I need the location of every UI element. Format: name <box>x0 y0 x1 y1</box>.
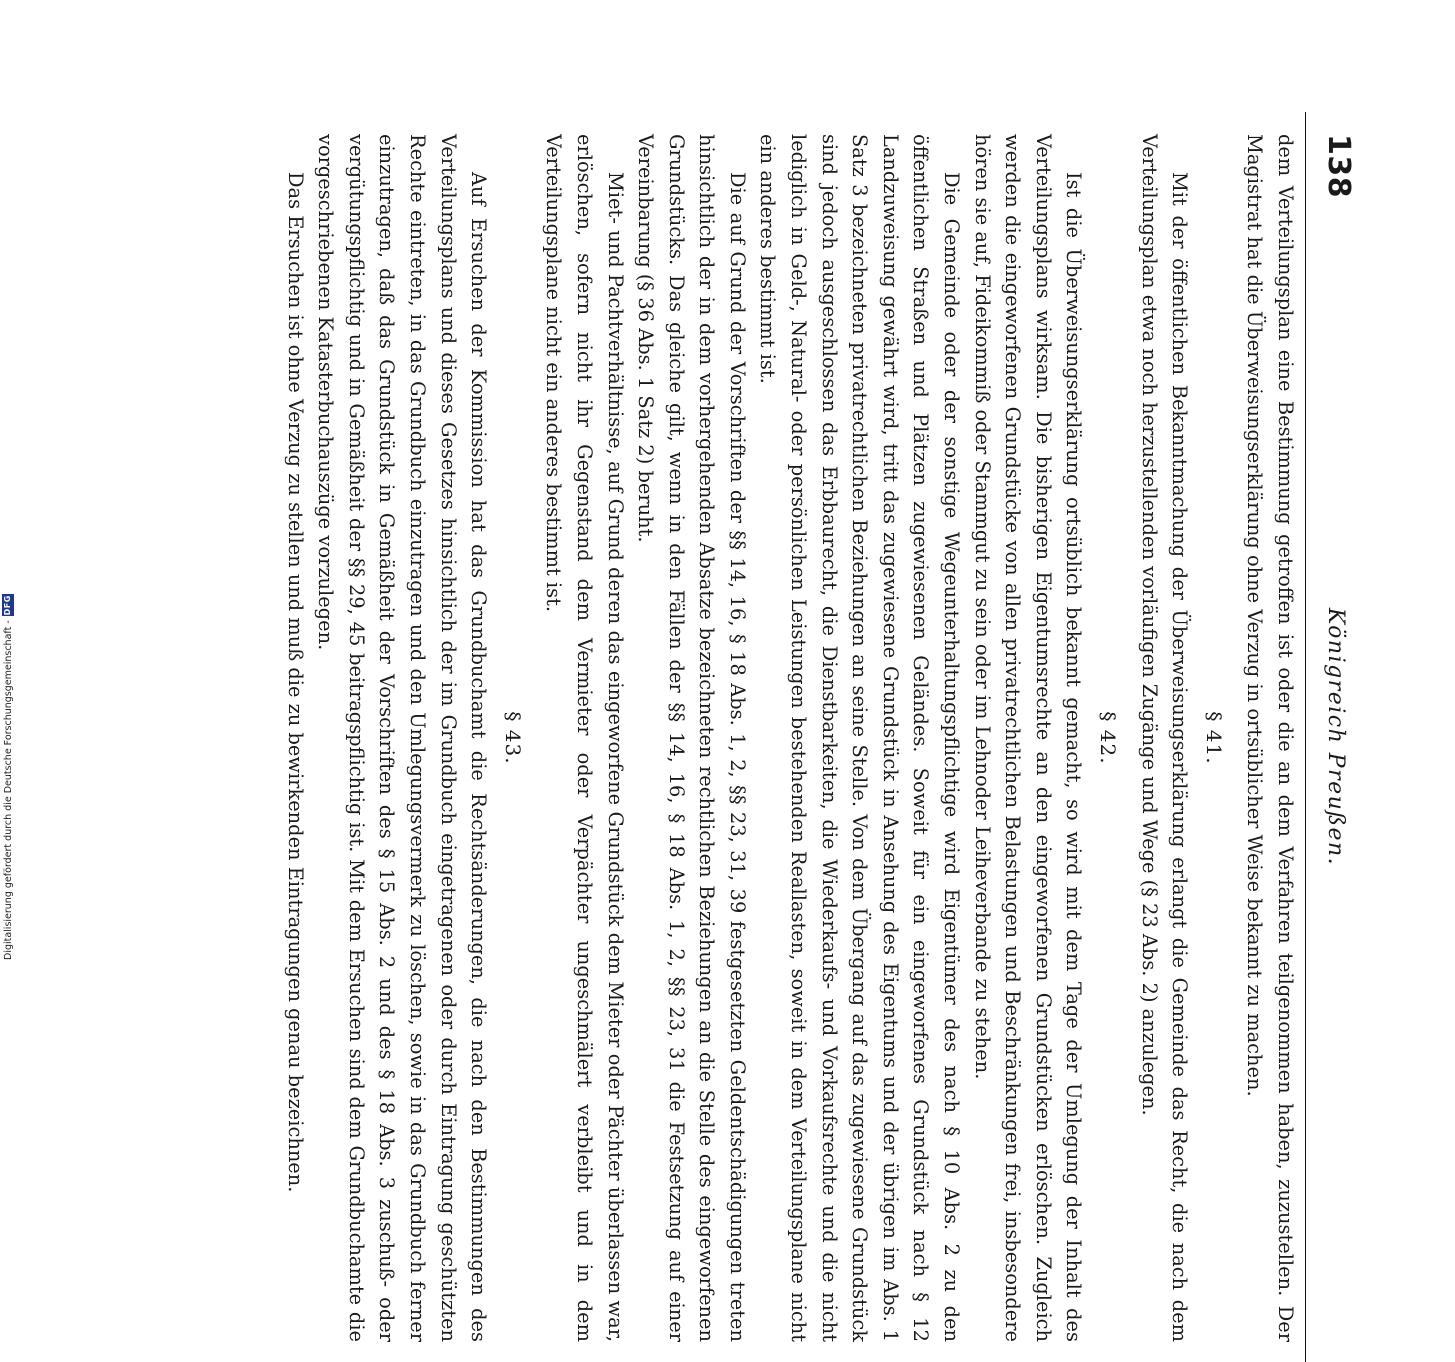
section-heading: § 43. <box>500 711 525 765</box>
section-heading: § 42. <box>1096 711 1121 765</box>
document-body <box>279 134 1300 1342</box>
paragraph: Ist die Überweisungserklärung ortsüblich bekannt gemacht, so wird mit dem Tage der Umlegung der Inhalt des Verteilungsplans wirksam. Die bisherigen Eigentumsrechte an den eingeworfenen Grundstücken erlöschen. Zugleich werden die eingeworfenen Grundstücke von allen privatrechtlichen Belastungen und Beschränkungen frei, insbesondere hören sie auf, Fideikommiß oder Stammgut zu sein oder im Lehnoder Leiheverbande zu stehen. <box>970 134 1086 1342</box>
page-header <box>1305 112 1362 1362</box>
page-number: 138 <box>1321 134 1356 199</box>
section-heading: § 41. <box>1201 711 1226 765</box>
paragraph: Mit der öffentlichen Bekanntmachung der Überweisungserklärung erlangt die Gemeinde das Recht, die nach dem Verteilungsplan etwa noch herzustellenden vorläufigen Zugänge und Wege (§ 23 Abs. 2) anzulegen. <box>1137 134 1192 1342</box>
paragraph: Die Gemeinde oder der sonstige Wegeunterhaltungspflichtige wird Eigentümer des nach § 10 Abs. 2 zu den öffentlichen Straßen und Plätzen zugewiesenen Geländes. Soweit für ein eingeworfenes Grundstück nach § 12 Landzuweisung gewährt wird, tritt das zugewiesene Grundstück in Ansehung des Eigentums und der übrigen im Abs. 1 Satz 3 bezeichneten privatrechtlichen Beziehungen an seine Stelle. Von dem Übergang auf das zugewiesene Grundstück sind jedoch ausgeschlossen das Erbbaurecht, die Dienstbarkeiten, die Wiederkaufs- und Vorkaufsrechte und die nicht lediglich in Geld-, Natural- oder persönlichen Leistungen bestehenden Reallasten, soweit in dem Verteilungsplane nicht ein anderes bestimmt ist. <box>756 134 964 1342</box>
paragraph: Das Ersuchen ist ohne Verzug zu stellen und muß die zu bewirkenden Eintragungen genau bezeichnen. <box>283 172 307 1193</box>
paragraph: Auf Ersuchen der Kommission hat das Grundbuchamt die Rechtsänderungen, die nach den Bestimmungen des Verteilungsplans und dieses Gesetzes hinsichtlich der im Grundbuch eingetragenen oder durch Eintragung geschützten Rechte eintreten, in das Grundbuch einzutragen und den Umlegungsvermerk zu löschen, sowie in das Grundbuch ferner einzutragen, daß das Grundstück in Gemäßheit der Vorschriften des § 15 Abs. 2 und des § 18 Abs. 3 zuschuß- oder vergütungspflichtig und in Gemäßheit der §§ 29, 45 beitragspflichtig ist. Mit dem Ersuchen sind dem Grundbuchamte die vorgeschriebenen Katasterbuchauszüge vorzulegen. <box>314 134 491 1342</box>
paragraph: Die auf Grund der Vorschriften der §§ 14, 16, § 18 Abs. 1, 2, §§ 23, 31, 39 festgesetzten Geldentschädigungen treten hinsichtlich der in dem vorhergehenden Absatze bezeichneten rechtlichen Beziehungen an die Stelle des eingeworfenen Grundstücks. Das gleiche gilt, wenn in den Fällen der §§ 14, 16, § 18 Abs. 1, 2, §§ 23, 31 die Festsetzung auf einer Vereinbarung (§ 36 Abs. 1 Satz 2) beruht. <box>634 134 749 1342</box>
running-head: Königreich Preußen. <box>1323 607 1348 867</box>
paragraph: dem Verteilungsplan eine Bestimmung getroffen ist oder die an dem Verfahren teilgenommen haben, zuzustellen. Der Magistrat hat die Überweisungserklärung ohne Verzug in ortsüblicher Weise bekannt zu machen. <box>1243 134 1297 1342</box>
document-page <box>283 112 1362 1362</box>
digitization-credit <box>2 594 14 960</box>
paragraph: Miet- und Pachtverhältnisse, auf Grund deren das eingeworfene Grundstück dem Mieter oder Pächter überlassen war, erlöschen, sofern nicht ihr Gegenstand dem Vermieter oder Verpächter ungeschmälert verbleibt und in dem Verteilungsplane nicht ein anderes bestimmt ist. <box>542 134 627 1342</box>
dfg-logo: DFG <box>3 595 12 616</box>
credit-text: Digitalisierung gefördert durch die Deutsche Forschungsgemeinschaft - <box>2 620 14 960</box>
